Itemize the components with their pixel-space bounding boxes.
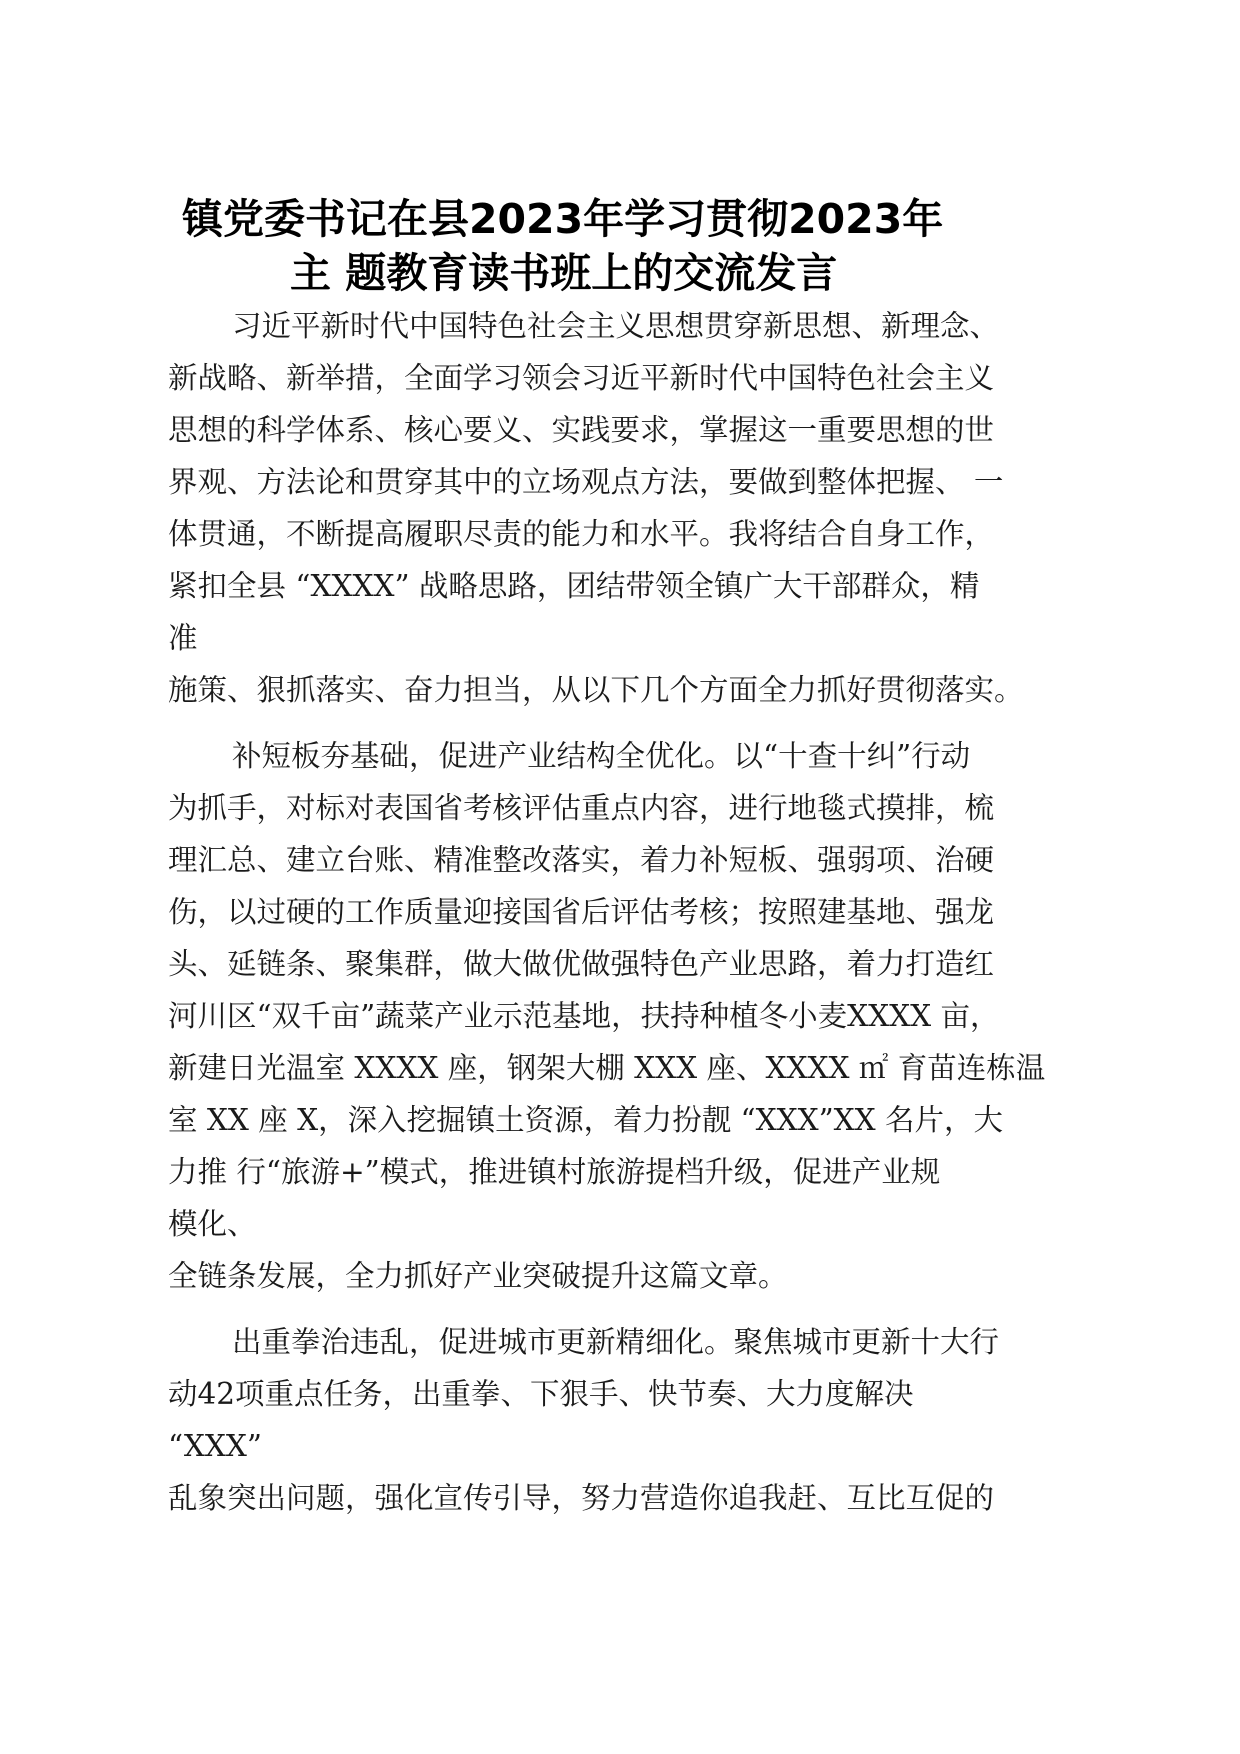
paragraph-line: 动42项重点任务，出重拳、下狠手、快节奏、大力度解决: [168, 1377, 914, 1411]
paragraph-line: 新建日光温室 XXXX 座，钢架大棚 XXX 座、XXXX ㎡ 育苗连栋温: [168, 1051, 1046, 1085]
paragraph-line: 施策、狠抓落实、奋力担当，从以下几个方面全力抓好贯彻落实。: [168, 673, 1024, 707]
paragraph-line: 头、延链条、聚集群，做大做优做强特色产业思路，着力打造红: [168, 947, 995, 981]
paragraph-line: 出重拳治违乱，促进城市更新精细化。聚焦城市更新十大行: [232, 1325, 1000, 1359]
paragraph-line: 力推 行“旅游+”模式，推进镇村旅游提档升级，促进产业规: [168, 1155, 941, 1189]
paragraph-line: 紧扣全县 “XXXX” 战略思路，团结带领全镇广大干部群众，精: [168, 569, 980, 603]
paragraph-line: 室 XX 座 X，深入挖掘镇土资源，着力扮靓 “XXX”XX 名片，大: [168, 1103, 1004, 1137]
paragraph-line: 河川区“双千亩”蔬菜产业示范基地，扶持种植冬小麦XXXX 亩，: [168, 999, 1000, 1033]
paragraph-line: 理汇总、建立台账、精准整改落实，着力补短板、强弱项、治硬: [168, 843, 995, 877]
paragraph-line: 乱象突出问题，强化宣传引导，努力营造你追我赶、互比互促的: [168, 1481, 995, 1515]
document-title: [160, 192, 1080, 300]
paragraph-line: 补短板夯基础，促进产业结构全优化。以“十查十纠”行动: [232, 739, 971, 773]
paragraph-line: 准: [168, 621, 198, 655]
paragraph-line: 新战略、新举措，全面学习领会习近平新时代中国特色社会主义: [168, 361, 995, 395]
paragraph-3: [168, 1316, 1088, 1524]
document-body: [168, 300, 1088, 1524]
title-line-2: 主 题教育读书班上的交流发言: [290, 249, 838, 297]
paragraph-line: 界观、方法论和贯穿其中的立场观点方法，要做到整体把握、 一: [168, 465, 1004, 499]
paragraph-line: 体贯通，不断提高履职尽责的能力和水平。我将结合自身工作，: [168, 517, 995, 551]
paragraph-line: 为抓手，对标对表国省考核评估重点内容，进行地毯式摸排，梳: [168, 791, 995, 825]
paragraph-line: 思想的科学体系、核心要义、实践要求，掌握这一重要思想的世: [168, 413, 995, 447]
paragraph-line: 全链条发展，全力抓好产业突破提升这篇文章。: [168, 1259, 788, 1293]
title-line-1: 镇党委书记在县2023年学习贯彻2023年: [182, 195, 944, 243]
paragraph-line: 模化、: [168, 1207, 257, 1241]
paragraph-line: “XXX”: [168, 1429, 262, 1463]
paragraph-line: 习近平新时代中国特色社会主义思想贯穿新思想、新理念、: [232, 309, 1000, 343]
paragraph-line: 伤，以过硬的工作质量迎接国省后评估考核；按照建基地、强龙: [168, 895, 995, 929]
paragraph-2: [168, 730, 1088, 1302]
paragraph-1: [168, 300, 1088, 716]
